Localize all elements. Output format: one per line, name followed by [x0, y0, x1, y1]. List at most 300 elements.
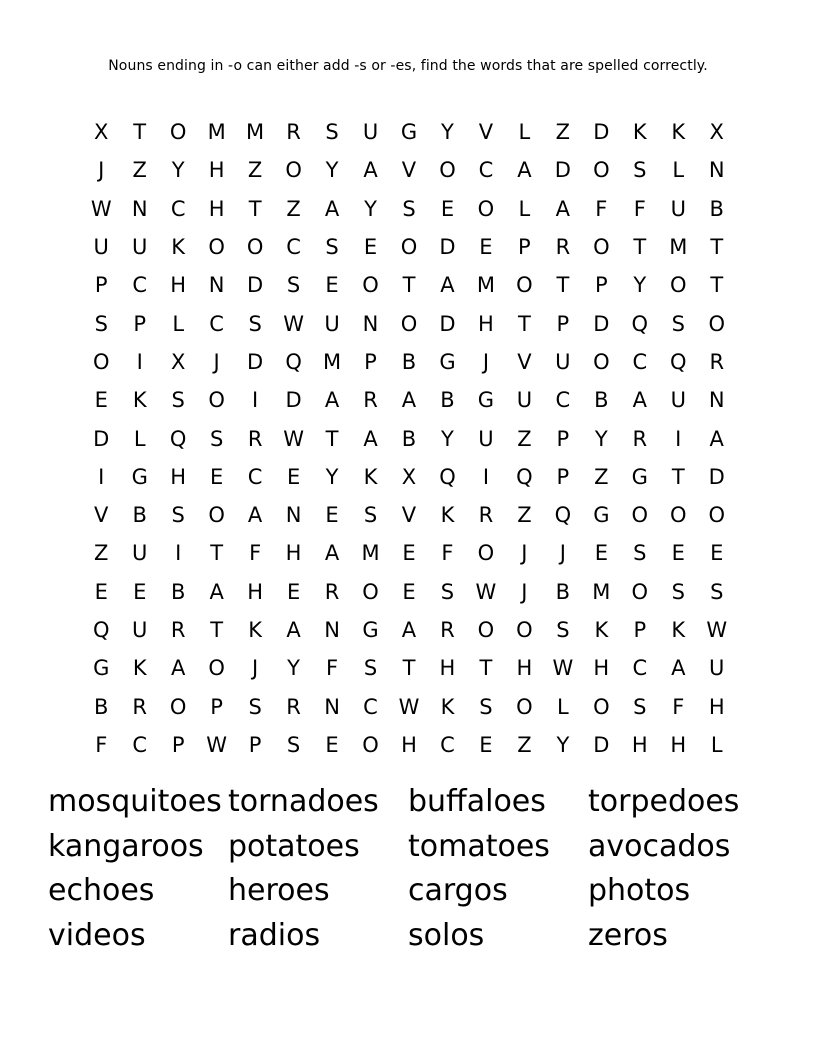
grid-letter[interactable]: Q	[285, 349, 302, 374]
grid-letter[interactable]: V	[478, 120, 494, 145]
grid-letter[interactable]: N	[708, 158, 725, 183]
grid-letter[interactable]: U	[555, 349, 571, 374]
grid-letter[interactable]: F	[672, 694, 685, 719]
grid-letter[interactable]: Q	[92, 618, 110, 642]
grid-letter[interactable]: M	[669, 235, 688, 260]
grid-letter[interactable]: S	[286, 732, 301, 757]
grid-letter[interactable]: L	[710, 732, 723, 757]
grid-letter[interactable]: H	[247, 579, 263, 604]
grid-letter[interactable]: E	[325, 273, 339, 298]
grid-letter[interactable]: S	[325, 120, 339, 145]
grid-letter[interactable]: E	[479, 732, 493, 757]
grid-letter[interactable]: S	[440, 579, 455, 604]
grid-letter[interactable]: U	[478, 426, 494, 451]
grid-letter[interactable]: Z	[94, 541, 109, 566]
grid-letter[interactable]: T	[210, 618, 224, 642]
grid-letter[interactable]: E	[402, 579, 416, 604]
grid-letter[interactable]: K	[171, 235, 186, 260]
grid-letter[interactable]: A	[671, 656, 686, 681]
grid-letter[interactable]: R	[247, 426, 263, 451]
grid-letter[interactable]: A	[517, 158, 532, 183]
grid-letter[interactable]: W	[552, 656, 574, 681]
grid-letter[interactable]: O	[477, 541, 495, 566]
grid-letter[interactable]: V	[94, 503, 109, 528]
grid-letter[interactable]: B	[440, 388, 455, 413]
grid-letter[interactable]: H	[208, 196, 225, 221]
grid-letter[interactable]: R	[363, 388, 378, 413]
grid-letter[interactable]: N	[131, 196, 148, 221]
grid-letter[interactable]: B	[709, 196, 724, 221]
grid-letter[interactable]: K	[594, 618, 609, 642]
grid-letter[interactable]: D	[439, 235, 456, 260]
grid-letter[interactable]: S	[248, 311, 262, 336]
grid-letter[interactable]: J	[98, 158, 105, 183]
grid-letter[interactable]: C	[632, 656, 648, 681]
grid-letter[interactable]: M	[592, 579, 611, 604]
grid-letter[interactable]: U	[709, 656, 725, 681]
grid-letter[interactable]: H	[170, 273, 187, 298]
grid-letter[interactable]: N	[208, 273, 225, 298]
grid-letter[interactable]: L	[518, 120, 531, 145]
grid-letter[interactable]: E	[94, 388, 108, 413]
grid-letter[interactable]: E	[286, 464, 301, 489]
grid-letter[interactable]: A	[555, 196, 571, 221]
grid-letter[interactable]: O	[670, 273, 687, 298]
grid-letter[interactable]: L	[672, 158, 685, 183]
grid-letter[interactable]: E	[325, 503, 339, 528]
grid-letter[interactable]: C	[132, 732, 148, 757]
grid-letter[interactable]: N	[362, 311, 379, 336]
grid-letter[interactable]: A	[324, 388, 340, 413]
grid-letter[interactable]: C	[132, 273, 148, 298]
grid-letter[interactable]: P	[633, 618, 647, 642]
grid-letter[interactable]: P	[133, 311, 147, 336]
grid-letter[interactable]: H	[670, 732, 687, 757]
grid-letter[interactable]: J	[252, 656, 259, 681]
grid-letter[interactable]: R	[555, 235, 571, 260]
grid-letter[interactable]: I	[136, 349, 143, 374]
grid-letter[interactable]: A	[209, 579, 224, 604]
grid-letter[interactable]: O	[516, 618, 533, 642]
grid-letter[interactable]: Z	[517, 503, 532, 528]
grid-row	[82, 190, 736, 228]
grid-letter[interactable]: Q	[516, 464, 533, 489]
grid-letter[interactable]: A	[709, 426, 724, 451]
grid-letter[interactable]: B	[94, 694, 109, 719]
grid-row	[82, 343, 736, 381]
grid-letter[interactable]: Q	[439, 464, 456, 489]
grid-letter[interactable]: J	[521, 541, 528, 566]
grid-letter[interactable]: I	[675, 426, 682, 451]
grid-letter[interactable]: P	[94, 273, 108, 298]
grid-letter[interactable]: O	[92, 349, 110, 374]
grid-letter[interactable]: O	[631, 503, 649, 528]
grid-letter[interactable]: C	[363, 694, 378, 719]
grid-letter[interactable]: E	[94, 579, 108, 604]
grid-letter[interactable]: P	[556, 464, 570, 489]
grid-letter[interactable]: P	[171, 732, 185, 757]
grid-letter[interactable]: R	[632, 426, 648, 451]
grid-letter[interactable]: W	[398, 694, 420, 719]
grid-letter[interactable]: W	[90, 196, 112, 221]
grid-letter[interactable]: G	[93, 656, 110, 681]
grid-letter[interactable]: I	[98, 464, 105, 489]
grid-letter[interactable]: D	[439, 311, 456, 336]
grid-letter[interactable]: O	[400, 235, 418, 260]
grid-letter[interactable]: K	[248, 618, 262, 642]
grid-letter[interactable]: D	[593, 732, 610, 757]
grid-letter[interactable]: H	[170, 464, 187, 489]
grid-letter[interactable]: N	[708, 388, 725, 413]
grid-letter[interactable]: T	[210, 541, 224, 566]
grid-letter[interactable]: Z	[132, 158, 147, 183]
grid-letter[interactable]: D	[708, 464, 725, 489]
grid-letter[interactable]: O	[208, 656, 225, 681]
grid-letter[interactable]: K	[132, 388, 147, 413]
grid-letter[interactable]: O	[285, 158, 302, 183]
grid-letter[interactable]: G	[439, 349, 456, 374]
grid-letter[interactable]: D	[247, 273, 264, 298]
grid-letter[interactable]: E	[440, 196, 455, 221]
grid-letter[interactable]: A	[632, 388, 647, 413]
grid-row	[82, 611, 736, 649]
grid-letter[interactable]: O	[362, 732, 379, 757]
grid-letter[interactable]: R	[286, 120, 301, 145]
grid-letter[interactable]: S	[363, 503, 378, 528]
grid-letter[interactable]: S	[633, 694, 647, 719]
grid-letter[interactable]: X	[401, 464, 417, 489]
grid-letter[interactable]: E	[671, 541, 685, 566]
grid-letter[interactable]: Q	[554, 503, 572, 528]
word-bank-item: torpedoes	[588, 784, 740, 819]
grid-letter[interactable]: M	[207, 120, 226, 145]
grid-letter[interactable]: U	[93, 235, 109, 260]
grid-letter[interactable]: O	[516, 273, 533, 298]
grid-row	[82, 726, 736, 764]
grid-letter[interactable]: N	[324, 694, 340, 719]
grid-letter[interactable]: C	[440, 732, 455, 757]
grid-letter[interactable]: P	[556, 311, 570, 336]
grid-letter[interactable]: W	[283, 311, 304, 336]
grid-letter[interactable]: O	[631, 579, 649, 604]
grid-letter[interactable]: C	[478, 158, 494, 183]
grid-letter[interactable]: Y	[441, 120, 454, 145]
grid-letter[interactable]: O	[708, 311, 725, 336]
grid-letter[interactable]: K	[440, 694, 455, 719]
grid-letter[interactable]: N	[285, 503, 302, 528]
grid-letter[interactable]: W	[706, 618, 728, 642]
grid-letter[interactable]: M	[322, 349, 342, 374]
grid-letter[interactable]: M	[361, 541, 380, 566]
grid-letter[interactable]: I	[482, 464, 490, 489]
grid-letter[interactable]: I	[252, 388, 259, 413]
word-bank-item: zeros	[588, 918, 668, 954]
grid-letter[interactable]: Y	[441, 426, 454, 451]
grid-letter[interactable]: X	[170, 349, 186, 374]
grid-letter[interactable]: S	[209, 426, 224, 451]
grid-letter[interactable]: G	[477, 388, 495, 413]
grid-letter[interactable]: I	[175, 541, 182, 566]
grid-letter[interactable]: G	[631, 464, 648, 489]
grid-letter[interactable]: B	[555, 579, 571, 604]
grid-letter[interactable]: O	[362, 273, 379, 298]
grid-letter[interactable]: C	[632, 349, 648, 374]
grid-letter[interactable]: S	[633, 158, 647, 183]
grid-letter[interactable]: R	[440, 618, 455, 642]
grid-letter[interactable]: T	[556, 273, 570, 298]
grid-letter[interactable]: C	[555, 388, 571, 413]
grid-letter[interactable]: O	[708, 503, 725, 528]
grid-letter[interactable]: P	[210, 694, 223, 719]
grid-row	[82, 496, 736, 534]
grid-letter[interactable]: O	[208, 503, 225, 528]
grid-letter[interactable]: K	[632, 120, 647, 145]
grid-letter[interactable]: L	[557, 694, 569, 719]
grid-letter[interactable]: B	[170, 579, 186, 604]
grid-letter[interactable]: K	[440, 503, 455, 528]
grid-letter[interactable]: K	[132, 656, 147, 681]
grid-letter[interactable]: Z	[517, 426, 532, 451]
grid-letter[interactable]: S	[363, 656, 378, 681]
grid-letter[interactable]: Y	[633, 273, 647, 298]
grid-letter[interactable]: J	[213, 349, 220, 374]
grid-letter[interactable]: C	[247, 464, 263, 489]
grid-letter[interactable]: S	[171, 503, 185, 528]
grid-letter[interactable]: Z	[517, 732, 532, 757]
grid-letter[interactable]: G	[593, 503, 610, 528]
grid-letter[interactable]: R	[478, 503, 494, 528]
grid-letter[interactable]: U	[362, 120, 379, 145]
grid-letter[interactable]: K	[671, 120, 686, 145]
grid-letter[interactable]: U	[670, 388, 686, 413]
word-bank-item: buffaloes	[408, 784, 546, 819]
grid-letter[interactable]: E	[594, 541, 608, 566]
grid-letter[interactable]: T	[710, 235, 724, 260]
grid-letter[interactable]: S	[671, 579, 685, 604]
grid-letter[interactable]: O	[670, 503, 687, 528]
grid-letter[interactable]: O	[169, 694, 187, 719]
grid-letter[interactable]: B	[401, 349, 417, 374]
grid-letter[interactable]: A	[247, 503, 263, 528]
grid-letter[interactable]: O	[593, 694, 610, 719]
grid-letter[interactable]: F	[249, 541, 262, 566]
grid-letter[interactable]: E	[210, 464, 224, 489]
grid-letter[interactable]: A	[324, 541, 340, 566]
grid-letter[interactable]: F	[595, 196, 608, 221]
grid-letter[interactable]: H	[631, 732, 648, 757]
grid-letter[interactable]: G	[131, 464, 148, 489]
grid-letter[interactable]: L	[172, 311, 185, 336]
grid-letter[interactable]: F	[95, 732, 108, 757]
grid-letter[interactable]: L	[518, 196, 531, 221]
grid-letter[interactable]: T	[671, 464, 685, 489]
grid-letter[interactable]: Y	[287, 656, 300, 681]
grid-letter[interactable]: S	[402, 196, 416, 221]
grid-letter[interactable]: U	[132, 541, 148, 566]
grid-letter[interactable]: H	[708, 694, 725, 719]
grid-letter[interactable]: O	[593, 349, 610, 374]
grid-letter[interactable]: D	[554, 158, 571, 183]
grid-letter[interactable]: S	[710, 579, 724, 604]
grid-letter[interactable]: Y	[556, 732, 570, 757]
grid-letter[interactable]: S	[479, 694, 493, 719]
grid-letter[interactable]: T	[402, 273, 416, 298]
grid-letter[interactable]: S	[633, 541, 647, 566]
grid-letter[interactable]: A	[401, 618, 417, 642]
grid-letter[interactable]: H	[401, 732, 417, 757]
grid-letter[interactable]: T	[402, 656, 416, 681]
grid-letter[interactable]: O	[362, 579, 379, 604]
grid-letter[interactable]: H	[478, 311, 494, 336]
grid-letter[interactable]: E	[710, 541, 724, 566]
grid-letter[interactable]: Q	[169, 426, 187, 451]
grid-letter[interactable]: V	[401, 158, 417, 183]
grid-letter[interactable]: P	[594, 273, 608, 298]
grid-letter[interactable]: O	[208, 235, 225, 260]
grid-letter[interactable]: A	[363, 426, 378, 451]
grid-letter[interactable]: Z	[247, 158, 263, 183]
grid-letter[interactable]: D	[285, 388, 302, 413]
grid-letter[interactable]: D	[93, 426, 110, 451]
grid-letter[interactable]: E	[286, 579, 301, 604]
grid-letter[interactable]: O	[477, 618, 495, 642]
grid-letter[interactable]: J	[559, 541, 566, 566]
grid-letter[interactable]: T	[710, 273, 724, 298]
grid-letter[interactable]: Z	[594, 464, 609, 489]
grid-letter[interactable]: T	[479, 656, 493, 681]
grid-letter[interactable]: M	[246, 120, 265, 145]
grid-letter[interactable]: Z	[286, 196, 301, 221]
grid-letter[interactable]: O	[400, 311, 418, 336]
grid-letter[interactable]: U	[670, 196, 686, 221]
grid-letter[interactable]: Q	[670, 349, 687, 374]
grid-row	[82, 419, 736, 457]
grid-letter[interactable]: J	[521, 579, 528, 604]
grid-letter[interactable]: T	[633, 235, 647, 260]
grid-letter[interactable]: A	[324, 196, 340, 221]
grid-letter[interactable]: U	[516, 388, 533, 413]
grid-letter[interactable]: M	[476, 273, 495, 298]
grid-letter[interactable]: C	[286, 235, 301, 260]
grid-letter[interactable]: Y	[364, 196, 377, 221]
grid-letter[interactable]: K	[363, 464, 378, 489]
grid-letter[interactable]: Y	[171, 158, 185, 183]
grid-letter[interactable]: H	[285, 541, 302, 566]
grid-letter[interactable]: Z	[555, 120, 571, 145]
grid-letter[interactable]: Y	[325, 464, 339, 489]
grid-letter[interactable]: V	[517, 349, 532, 374]
grid-letter[interactable]: E	[402, 541, 416, 566]
grid-letter[interactable]: E	[133, 579, 147, 604]
grid-letter[interactable]: F	[441, 541, 454, 566]
grid-letter[interactable]: W	[206, 732, 228, 757]
grid-letter[interactable]: L	[133, 426, 146, 451]
grid-letter[interactable]: K	[671, 618, 686, 642]
grid-letter[interactable]: D	[593, 120, 610, 145]
grid-letter[interactable]: F	[633, 196, 646, 221]
grid-letter[interactable]: A	[363, 158, 378, 183]
grid-letter[interactable]: X	[709, 120, 724, 145]
grid-letter[interactable]: C	[170, 196, 186, 221]
grid-letter[interactable]: U	[132, 235, 148, 260]
grid-letter[interactable]: H	[439, 656, 456, 681]
grid-letter[interactable]: P	[364, 349, 377, 374]
grid-letter[interactable]: R	[324, 579, 340, 604]
grid-letter[interactable]: W	[283, 426, 304, 451]
grid-letter[interactable]: J	[482, 349, 490, 374]
grid-letter[interactable]: S	[556, 618, 570, 642]
grid-letter[interactable]: Q	[631, 311, 649, 336]
grid-letter[interactable]: D	[247, 349, 264, 374]
grid-letter[interactable]: E	[363, 235, 378, 260]
grid-letter[interactable]: S	[94, 311, 108, 336]
grid-letter[interactable]: R	[709, 349, 725, 374]
grid-letter[interactable]: U	[132, 618, 148, 642]
grid-row	[82, 151, 736, 189]
grid-letter[interactable]: V	[401, 503, 417, 528]
grid-letter[interactable]: Y	[325, 158, 339, 183]
grid-letter[interactable]: O	[477, 196, 495, 221]
grid-letter[interactable]: G	[400, 120, 418, 145]
grid-letter[interactable]: C	[209, 311, 224, 336]
grid-letter[interactable]: D	[593, 311, 610, 336]
grid-letter[interactable]: B	[401, 426, 417, 451]
grid-letter[interactable]: F	[326, 656, 339, 681]
grid-letter[interactable]: U	[324, 311, 340, 336]
grid-letter[interactable]: H	[516, 656, 533, 681]
grid-letter[interactable]: R	[286, 694, 301, 719]
grid-letter[interactable]: O	[439, 158, 456, 183]
grid-letter[interactable]: N	[324, 618, 340, 642]
grid-letter[interactable]: T	[248, 196, 262, 221]
grid-letter[interactable]: O	[169, 120, 187, 145]
grid-letter[interactable]: A	[170, 656, 186, 681]
grid-letter[interactable]: T	[517, 311, 531, 336]
grid-letter[interactable]: E	[325, 732, 339, 757]
grid-letter[interactable]: G	[362, 618, 379, 642]
grid-letter[interactable]: S	[671, 311, 685, 336]
grid-letter[interactable]: P	[518, 235, 531, 260]
grid-letter[interactable]: T	[325, 426, 339, 451]
grid-letter[interactable]: E	[479, 235, 493, 260]
word-bank-item: kangaroos	[48, 828, 204, 864]
grid-letter[interactable]: H	[208, 158, 225, 183]
grid-letter[interactable]: H	[593, 656, 610, 681]
grid-letter[interactable]: O	[516, 694, 533, 719]
grid-letter[interactable]: P	[556, 426, 570, 451]
grid-letter[interactable]: X	[94, 120, 109, 145]
grid-letter[interactable]: R	[170, 618, 186, 642]
grid-letter[interactable]: A	[401, 388, 417, 413]
grid-letter[interactable]: B	[594, 388, 609, 413]
grid-letter[interactable]: S	[171, 388, 185, 413]
grid-letter[interactable]: P	[248, 732, 262, 757]
grid-letter[interactable]: W	[475, 579, 497, 604]
grid-letter[interactable]: Y	[594, 426, 608, 451]
grid-letter[interactable]: S	[286, 273, 301, 298]
grid-letter[interactable]: O	[593, 158, 610, 183]
grid-letter[interactable]: S	[325, 235, 339, 260]
grid-letter[interactable]: R	[132, 694, 147, 719]
grid-letter[interactable]: O	[246, 235, 264, 260]
grid-letter[interactable]: T	[133, 120, 147, 145]
grid-letter[interactable]: B	[132, 503, 147, 528]
grid-letter[interactable]: A	[286, 618, 301, 642]
grid-letter[interactable]: O	[208, 388, 225, 413]
grid-letter[interactable]: O	[593, 235, 610, 260]
grid-letter[interactable]: A	[440, 273, 455, 298]
grid-letter[interactable]: S	[248, 694, 262, 719]
